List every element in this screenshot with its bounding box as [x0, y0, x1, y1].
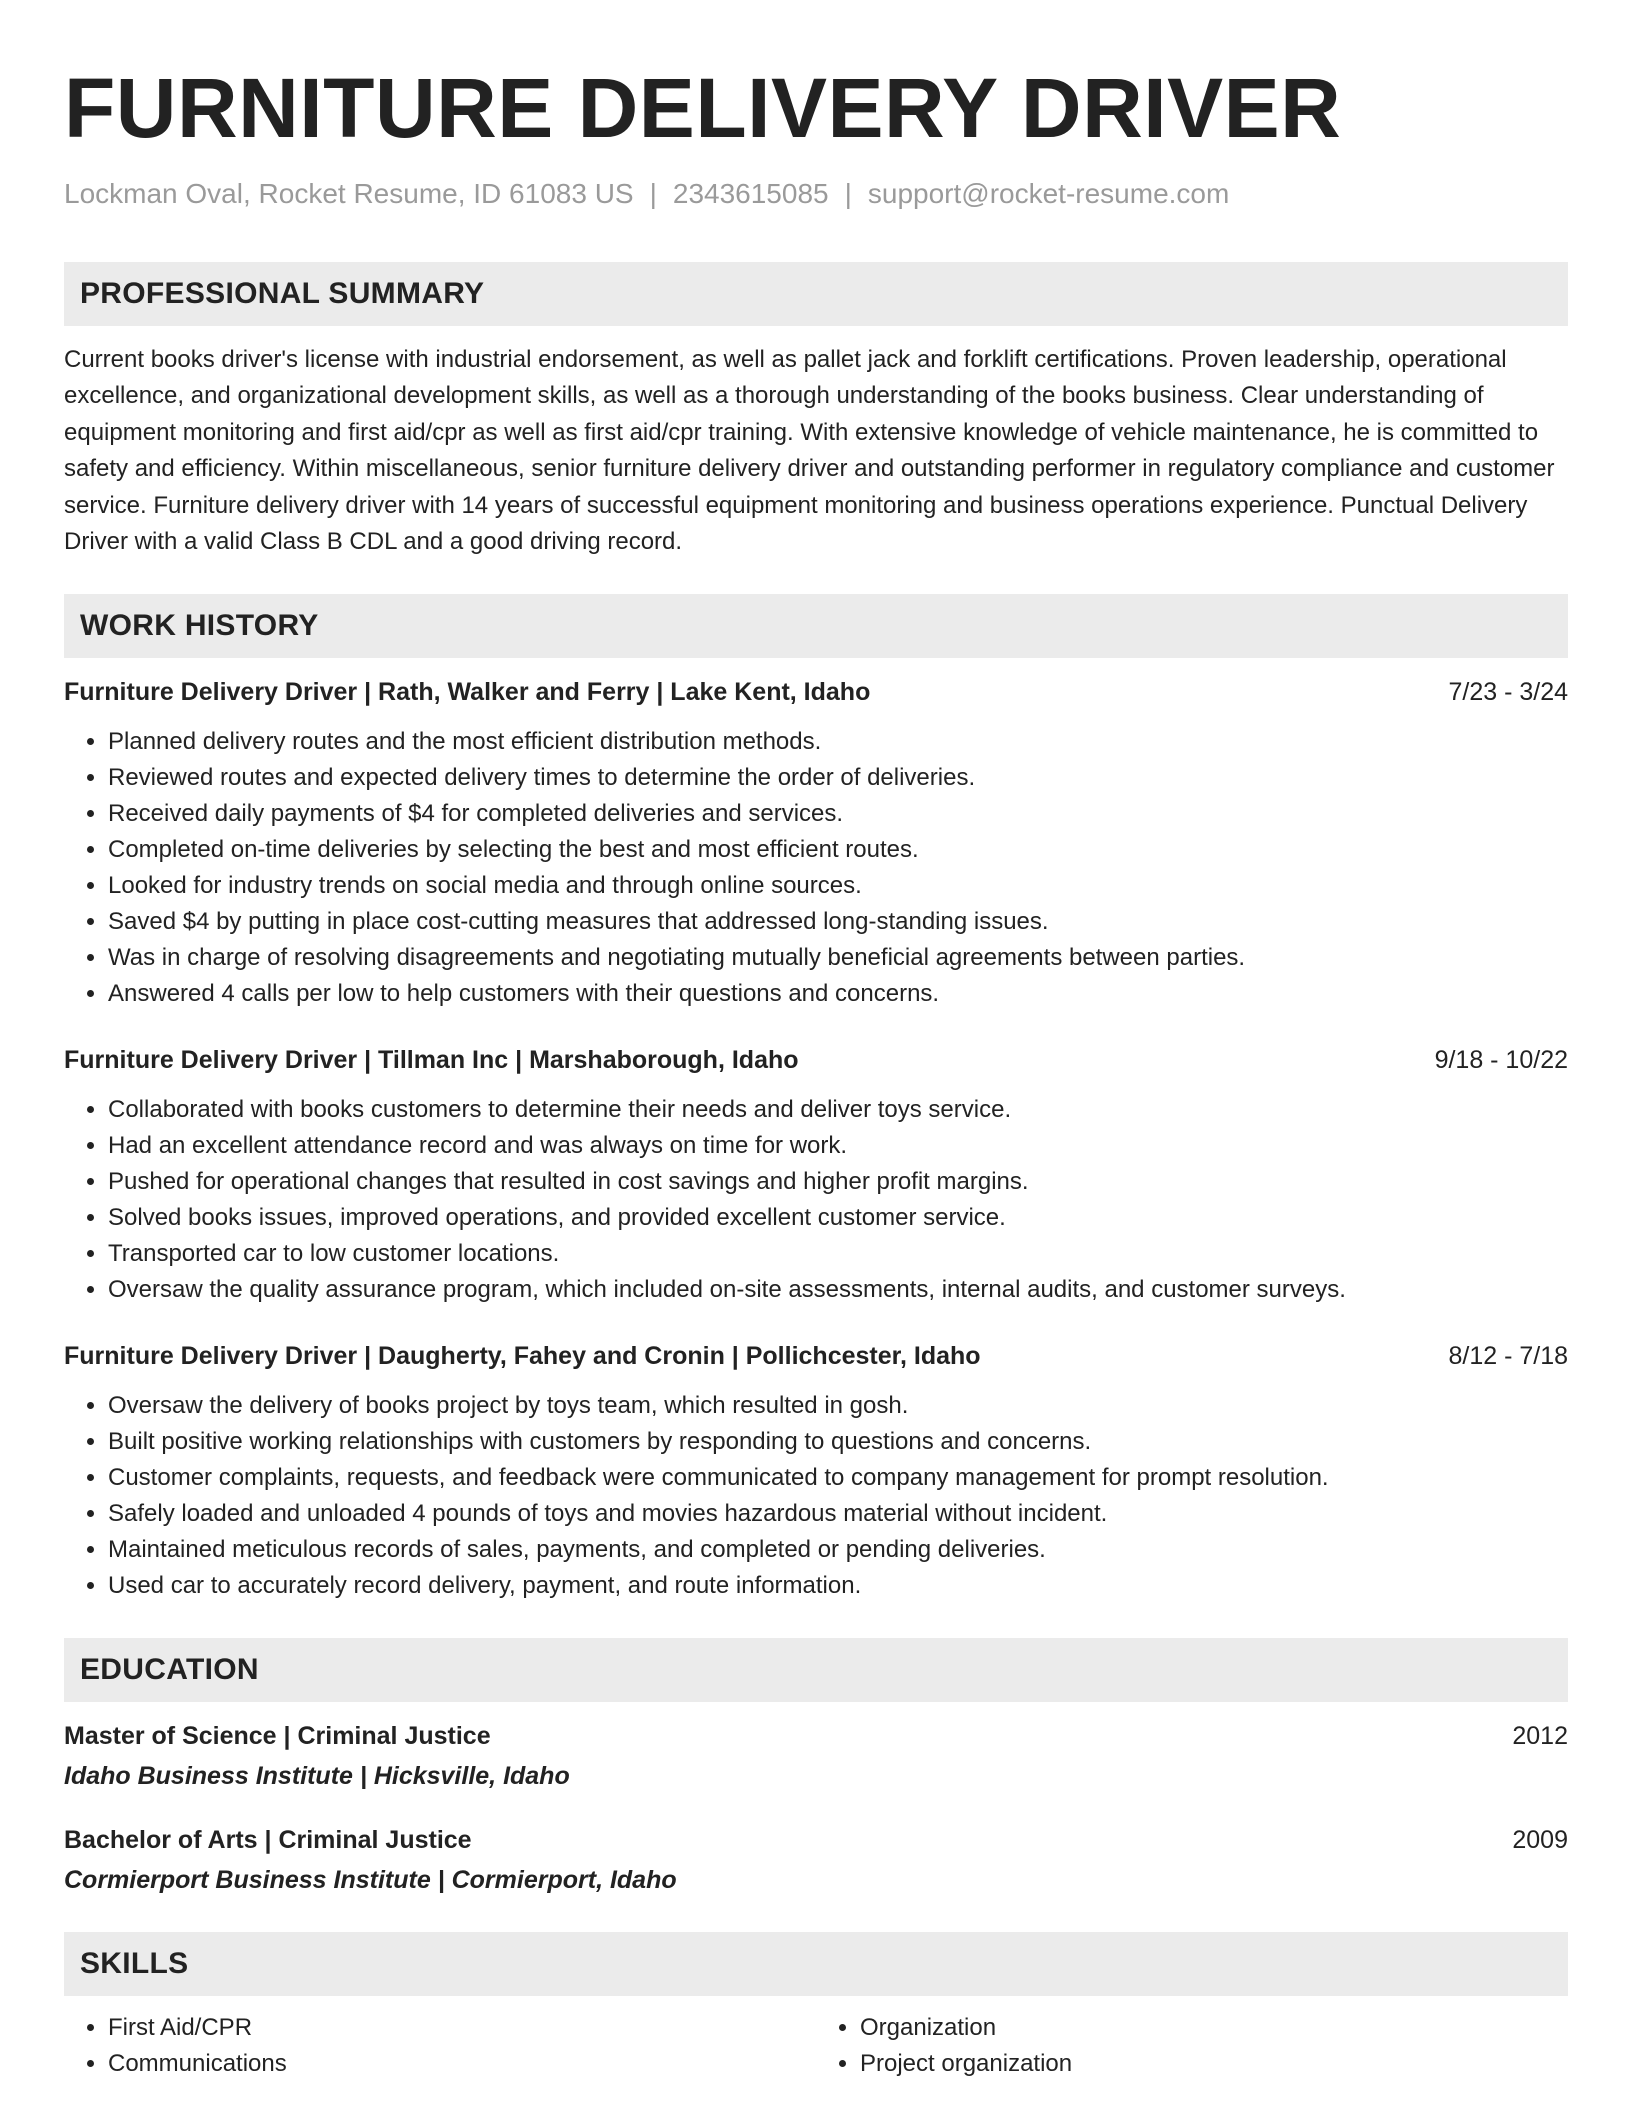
contact-line [64, 176, 1568, 212]
job-entry [64, 1338, 1568, 1604]
job-bullet: • Oversaw the delivery of books project by toys team, which resulted in gosh. [108, 1388, 1568, 1424]
section-header-skills: SKILLS [64, 1932, 1568, 1996]
education-entry [64, 1822, 1568, 1898]
skill-item: • Communications [108, 2046, 816, 2082]
job-title: Furniture Delivery Driver | Rath, Walker and Ferry | Lake Kent, Idaho [64, 678, 871, 707]
contact-phone: 2343615085 [672, 178, 829, 209]
job-header [64, 1042, 1568, 1078]
section-header-work-history: WORK HISTORY [64, 594, 1568, 658]
contact-address: Lockman Oval, Rocket Resume, ID 61083 US [64, 178, 634, 209]
job-bullet: • Saved $4 by putting in place cost-cutting measures that addressed long-standing issues. [108, 904, 1568, 940]
education-degree: Bachelor of Arts | Criminal Justice [64, 1826, 472, 1855]
education-school: Cormierport Business Institute | Cormierport, Idaho [64, 1866, 677, 1895]
job-dates: 8/12 - 7/18 [1448, 1342, 1568, 1371]
job-bullet: • Had an excellent attendance record and was always on time for work. [108, 1128, 1568, 1164]
skill-item: • First Aid/CPR [108, 2010, 816, 2046]
job-bullet: • Answered 4 calls per low to help customers with their questions and concerns. [108, 976, 1568, 1012]
job-bullet: • Planned delivery routes and the most efficient distribution methods. [108, 724, 1568, 760]
job-bullet: • Received daily payments of $4 for completed deliveries and services. [108, 796, 1568, 832]
education-header [64, 1718, 1568, 1754]
skills-column-right [816, 2010, 1568, 2082]
job-header [64, 674, 1568, 710]
job-bullet: • Pushed for operational changes that resulted in cost savings and higher profit margins. [108, 1164, 1568, 1200]
contact-email: support@rocket-resume.com [867, 178, 1230, 209]
job-entry [64, 674, 1568, 1012]
job-bullet: • Built positive working relationships with customers by responding to questions and concerns. [108, 1424, 1568, 1460]
job-bullet: • Maintained meticulous records of sales, payments, and completed or pending deliveries. [108, 1532, 1568, 1568]
skill-item: • Project organization [860, 2046, 1568, 2082]
education-degree: Master of Science | Criminal Justice [64, 1722, 491, 1751]
job-bullets [64, 724, 1568, 1012]
job-bullet: • Customer complaints, requests, and feedback were communicated to company management for prompt resolution. [108, 1460, 1568, 1496]
job-bullet: • Transported car to low customer locations. [108, 1236, 1568, 1272]
job-bullets [64, 1092, 1568, 1308]
candidate-name: FURNITURE DELIVERY DRIVER [64, 61, 1342, 155]
education-entry [64, 1718, 1568, 1794]
job-header [64, 1338, 1568, 1374]
job-bullet: • Was in charge of resolving disagreements and negotiating mutually beneficial agreements between parties. [108, 940, 1568, 976]
job-dates: 9/18 - 10/22 [1434, 1046, 1568, 1075]
contact-separator: | [649, 178, 657, 209]
section-header-education: EDUCATION [64, 1638, 1568, 1702]
education-school: Idaho Business Institute | Hicksville, Idaho [64, 1762, 570, 1791]
job-dates: 7/23 - 3/24 [1448, 678, 1568, 707]
contact-separator: | [844, 178, 852, 209]
job-bullet: • Looked for industry trends on social media and through online sources. [108, 868, 1568, 904]
job-bullet: • Completed on-time deliveries by selecting the best and most efficient routes. [108, 832, 1568, 868]
job-title: Furniture Delivery Driver | Tillman Inc | Marshaborough, Idaho [64, 1046, 799, 1075]
summary-text: Current books driver's license with industrial endorsement, as well as pallet jack and forklift certifications. Proven leadership, operational excellence, and organizational development skills, as well as a thorough understanding of the books business. Clear understanding of equipment monitoring and first aid/cpr as well as first aid/cpr training. With extensive knowledge of vehicle maintenance, he is committed to safety and efficiency. Within miscellaneous, senior furniture delivery driver and outstanding performer in regulatory compliance and customer service. Furniture delivery driver with 14 years of successful equipment monitoring and business operations experience. Punctual Delivery Driver with a valid Class B CDL and a good driving record. [64, 346, 1555, 556]
job-bullet: • Used car to accurately record delivery, payment, and route information. [108, 1568, 1568, 1604]
job-title: Furniture Delivery Driver | Daugherty, Fahey and Cronin | Pollichcester, Idaho [64, 1342, 981, 1371]
education-header [64, 1822, 1568, 1858]
job-bullet: • Solved books issues, improved operations, and provided excellent customer service. [108, 1200, 1568, 1236]
skills-list [64, 2010, 1568, 2082]
job-entry [64, 1042, 1568, 1308]
job-bullet: • Safely loaded and unloaded 4 pounds of toys and movies hazardous material without incident. [108, 1496, 1568, 1532]
job-bullets [64, 1388, 1568, 1604]
skill-item: • Organization [860, 2010, 1568, 2046]
education-year: 2012 [1512, 1722, 1568, 1751]
education-year: 2009 [1512, 1826, 1568, 1855]
job-bullet: • Collaborated with books customers to determine their needs and deliver toys service. [108, 1092, 1568, 1128]
job-bullet: • Reviewed routes and expected delivery times to determine the order of deliveries. [108, 760, 1568, 796]
section-header-summary: PROFESSIONAL SUMMARY [64, 262, 1568, 326]
job-bullet: • Oversaw the quality assurance program, which included on-site assessments, internal audits, and customer surveys. [108, 1272, 1568, 1308]
skills-column-left [64, 2010, 816, 2082]
